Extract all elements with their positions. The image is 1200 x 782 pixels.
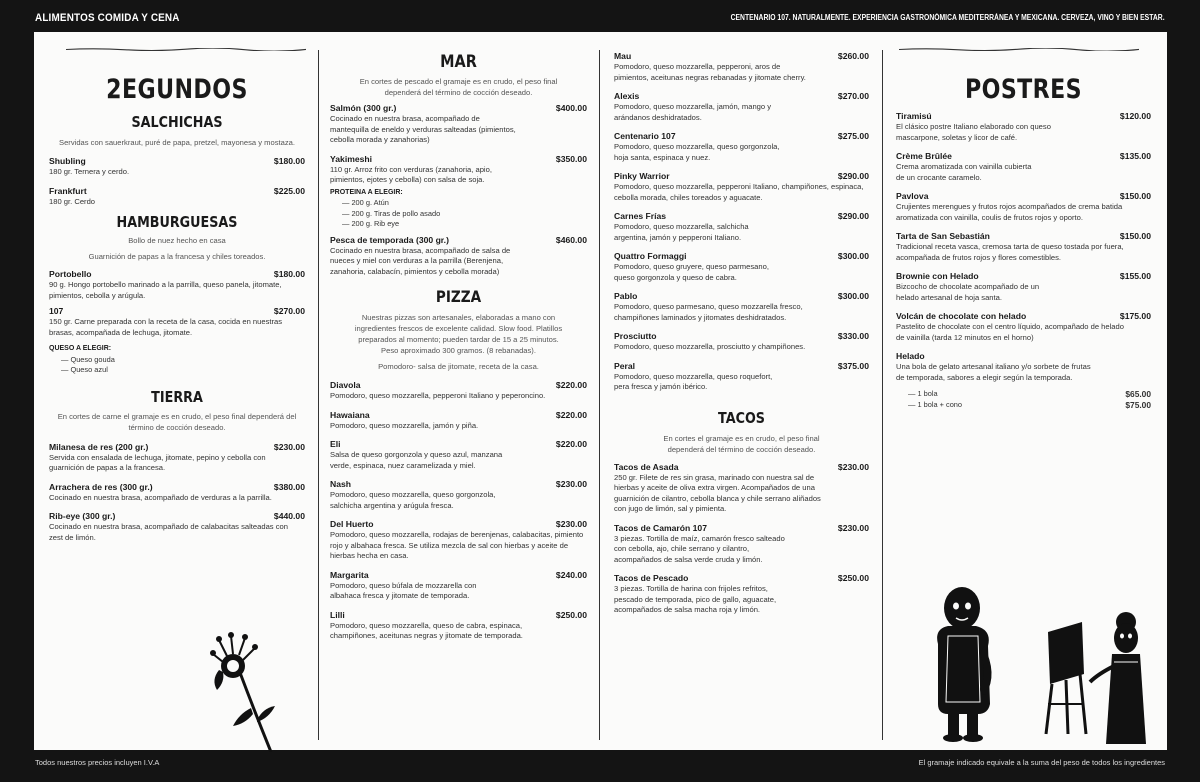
menu-item: Tarta de San Sebastián $150.00 Tradicional receta vasca, cremosa tarta de queso tostada por fuera, acompañada de frutos rojos y flores comestibles. bbox=[896, 231, 1151, 262]
menu-item: Salmón (300 gr.) $400.00 Cocinado en nuestra brasa, acompañado de mantequilla de eneldo y verduras salteadas (pimientos, cebolla morada y zanahorias) bbox=[330, 103, 587, 144]
tierra-note: En cortes de carne el gramaje es en crudo, el peso final dependerá del término de cocción deseado. bbox=[57, 411, 297, 432]
pizza-note-2: Pomodoro- salsa de jitomate, receta de la casa. bbox=[378, 362, 539, 371]
section-title-pizza: PIZZA bbox=[435, 287, 482, 306]
menu-item: Lilli $250.00 Pomodoro, queso mozzarella, queso de cabra, espinaca, champiñones, aceitunas negras y jitomate de temporada. bbox=[330, 609, 587, 640]
pizza-note: Nuestras pizzas son artesanales, elaboradas a mano con ingredientes frescos de excelente calidad. Slow food. Platillos preparados al momento; pueden tardar de 15 a 25 minutos. Peso aproximado 300 gramos. (8 rebanadas). bbox=[354, 313, 563, 355]
footer-note-right: El gramaje indicado equivale a la suma del peso de todos los ingredientes bbox=[918, 758, 1165, 767]
section-title-postres: POSTRES bbox=[964, 74, 1083, 105]
menu-item: Diavola $220.00 Pomodoro, queso mozzarella, pepperoni Italiano y peperoncino. bbox=[330, 380, 587, 400]
menu-item: Eli $220.00 Salsa de queso gorgonzola y queso azul, manzana verde, espinaca, nuez caramelizada y miel. bbox=[330, 439, 587, 470]
menu-item: Nash $230.00 Pomodoro, queso mozzarella, queso gorgonzola, salchicha argentina y arúgula fresca. bbox=[330, 479, 587, 510]
header-tagline: CENTENARIO 107. NATURALMENTE. EXPERIENCIA GASTRONÓMICA MEDITERRÁNEA Y MEXICANA. CERVEZA, VINO Y BIEN ESTAR. bbox=[731, 13, 1165, 22]
section-title-tierra: TIERRA bbox=[151, 387, 203, 406]
section-title-salchichas: SALCHICHAS bbox=[131, 113, 223, 131]
menu-item: Alexis $270.00 Pomodoro, queso mozzarella, jamón, mango y arándanos deshidratados. bbox=[614, 91, 869, 122]
menu-item: Prosciutto $330.00 Pomodoro, queso mozzarella, prosciutto y champiñones. bbox=[614, 331, 869, 351]
option-item: — Queso azul bbox=[61, 365, 108, 374]
menu-item: Hawaiana $220.00 Pomodoro, queso mozzarella, jamón y piña. bbox=[330, 409, 587, 430]
tacos-note: En cortes el gramaje es en crudo, el peso final dependerá del término de cocción deseado. bbox=[663, 433, 820, 454]
chef-illustration bbox=[924, 584, 1004, 744]
column-divider bbox=[318, 50, 319, 740]
footer-note-left: Todos nuestros precios incluyen I.V.A bbox=[35, 758, 160, 767]
menu-item: Centenario 107 $275.00 Pomodoro, queso mozzarella, queso gorgonzola, hoja santa, espinaca y nuez. bbox=[614, 131, 869, 162]
section-title-mar: MAR bbox=[440, 52, 477, 72]
column-divider bbox=[882, 50, 883, 740]
option-item: — 1 bola + cono $75.00 bbox=[908, 399, 1151, 410]
hamburguesas-note: Bollo de nuez hecho en casa bbox=[128, 236, 226, 245]
column-pizza-tacos bbox=[614, 32, 869, 750]
menu-item: Pavlova $150.00 Crujientes merengues y frutos rojos acompañados de crema batida aromatizada con vainilla, coulis de frutos rojos y oporto. bbox=[896, 191, 1151, 222]
header-bar bbox=[0, 0, 1200, 32]
column-divider bbox=[599, 50, 600, 740]
menu-item: Tacos de Camarón 107 $230.00 3 piezas. Tortilla de maíz, camarón fresco salteado con cebolla, ajo, chile serrano y cilantro, acompañados de salsa verde cruda y limón. bbox=[614, 522, 869, 564]
menu-item: Portobello $180.00 90 g. Hongo portobello marinado a la parrilla, queso panela, jitomate, pimientos, cebolla y arúgula. bbox=[49, 269, 305, 300]
salchichas-note: Servidas con sauerkraut, puré de papa, pretzel, mayonesa y mostaza. bbox=[59, 138, 295, 147]
section-title-segundos: 2EGUNDOS bbox=[106, 74, 248, 105]
menu-item: Pesca de temporada (300 gr.) $460.00 Cocinado en nuestra brasa, acompañado de salsa de nueces y miel con verduras a la parrilla (Berenjena, zanahoria, calabacín, pimientos y cebolla morada) bbox=[330, 234, 587, 276]
menu-item: Mau $260.00 Pomodoro, queso mozzarella, pepperoni, aros de pimientos, aceitunas negras rebanadas y jitomate cherry. bbox=[614, 51, 869, 82]
flower-illustration bbox=[209, 630, 279, 752]
protein-heading: PROTEINA A ELEGIR: bbox=[330, 188, 403, 196]
hamburguesas-note-2: Guarnición de papas a la francesa y chiles toreados. bbox=[88, 252, 266, 261]
option-item: — 1 bola $65.00 bbox=[908, 389, 1151, 399]
mar-note: En cortes de pescado el gramaje es en crudo, el peso final dependerá del término de cocción deseado. bbox=[359, 77, 558, 97]
menu-item: Arrachera de res (300 gr.) $380.00 Cocinado en nuestra brasa, acompañado de verduras a la parrilla. bbox=[49, 481, 305, 502]
painter-illustration bbox=[1042, 604, 1152, 748]
menu-item: Volcán de chocolate con helado $175.00 Pastelito de chocolate con el centro líquido, acompañado de helado de vainilla (tarda 12 minutos en el horno) bbox=[896, 311, 1151, 342]
options-heading: QUESO A ELEGIR: bbox=[49, 345, 112, 352]
section-title-tacos: TACOS bbox=[718, 408, 765, 427]
menu-item: Rib-eye (300 gr.) $440.00 Cocinado en nuestra brasa, acompañado de calabacitas salteadas con zest de limón. bbox=[49, 511, 305, 542]
menu-item: 107 $270.00 150 gr. Carne preparada con la receta de la casa, cocida en nuestras brasas, acompañada de lechuga, jitomate. bbox=[49, 306, 305, 337]
menu-item: Quattro Formaggi $300.00 Pomodoro, queso gruyere, queso parmesano, queso gorgonzola y queso de cabra. bbox=[614, 251, 869, 282]
menu-page bbox=[34, 32, 1167, 750]
menu-item: Tacos de Asada $230.00 250 gr. Filete de res sin grasa, marinado con nuestra sal de hierbas y aceite de oliva extra virgen. Acompañados de una guarnición de cilantro, cebolla blanca y chile serrano aliñados con jugo de limón, sal y pimienta. bbox=[614, 461, 869, 513]
menu-item: Del Huerto $230.00 Pomodoro, queso mozzarella, rodajas de berenjenas, calabacitas, pimiento rojo y albahaca fresca. Se utiliza mezcla de sal con hierbas y aceite de hierbas hecha en casa. bbox=[330, 519, 587, 560]
menu-item: Tiramisú $120.00 El clásico postre Italiano elaborado con queso mascarpone, soletas y licor de café. bbox=[896, 111, 1151, 142]
menu-item: Tacos de Pescado $250.00 3 piezas. Tortilla de harina con frijoles refritos, pescado de temporada, pico de gallo, aguacate, acompañados de salsa macha roja y limón. bbox=[614, 573, 869, 614]
menu-item: Milanesa de res (200 gr.) $230.00 Servida con ensalada de lechuga, jitomate, pepino y cebolla con guarnición de papas a la francesa. bbox=[49, 441, 305, 472]
column-mar-pizza bbox=[330, 32, 587, 750]
menu-item: Yakimeshi $350.00 110 gr. Arroz frito con verduras (zanahoria, apio, pimientos, ejotes y cebolla) con salsa de soja. bbox=[330, 153, 587, 184]
menu-item: Helado Una bola de gelato artesanal italiano y/o sorbete de frutas de temporada, sabores a elegir según la temporada. bbox=[896, 351, 1091, 382]
menu-item: Peral $375.00 Pomodoro, queso mozzarella, queso roquefort, pera fresca y jamón ibérico. bbox=[614, 360, 869, 391]
section-title-hamburguesas: HAMBURGUESAS bbox=[116, 213, 238, 231]
menu-item: Frankfurt $225.00 180 gr. Cerdo bbox=[49, 185, 305, 206]
header-title: ALIMENTOS COMIDA Y CENA bbox=[35, 12, 180, 24]
menu-item: Pablo $300.00 Pomodoro, queso parmesano, queso mozzarella fresco, champiñones laminados y jitomates deshidratados. bbox=[614, 291, 869, 322]
menu-item: Pinky Warrior $290.00 Pomodoro, queso mozzarella, pepperoni Italiano, champiñones, espinaca, cebolla morada, chiles toreados y aguacate. bbox=[614, 171, 869, 202]
menu-item: Carnes Frías $290.00 Pomodoro, queso mozzarella, salchicha argentina, jamón y pepperoni Italiano. bbox=[614, 211, 869, 242]
option-item: — 200 g. Tiras de pollo asado bbox=[342, 208, 441, 218]
menu-item: Brownie con Helado $155.00 Bizcocho de chocolate acompañado de un helado artesanal de hoja santa. bbox=[896, 271, 1151, 302]
option-item: — 200 g. Atún bbox=[342, 198, 389, 207]
menu-item: Shubling $180.00 180 gr. Ternera y cerdo. bbox=[49, 156, 305, 176]
menu-item: Margarita $240.00 Pomodoro, queso búfala de mozzarella con albahaca fresca y jitomate de temporada. bbox=[330, 569, 587, 600]
option-item: — 200 g. Rib eye bbox=[342, 219, 400, 228]
option-item: — Queso gouda bbox=[61, 354, 115, 364]
menu-item: Crème Brûlée $135.00 Crema aromatizada con vainilla cubierta de un crocante caramelo. bbox=[896, 151, 1151, 182]
